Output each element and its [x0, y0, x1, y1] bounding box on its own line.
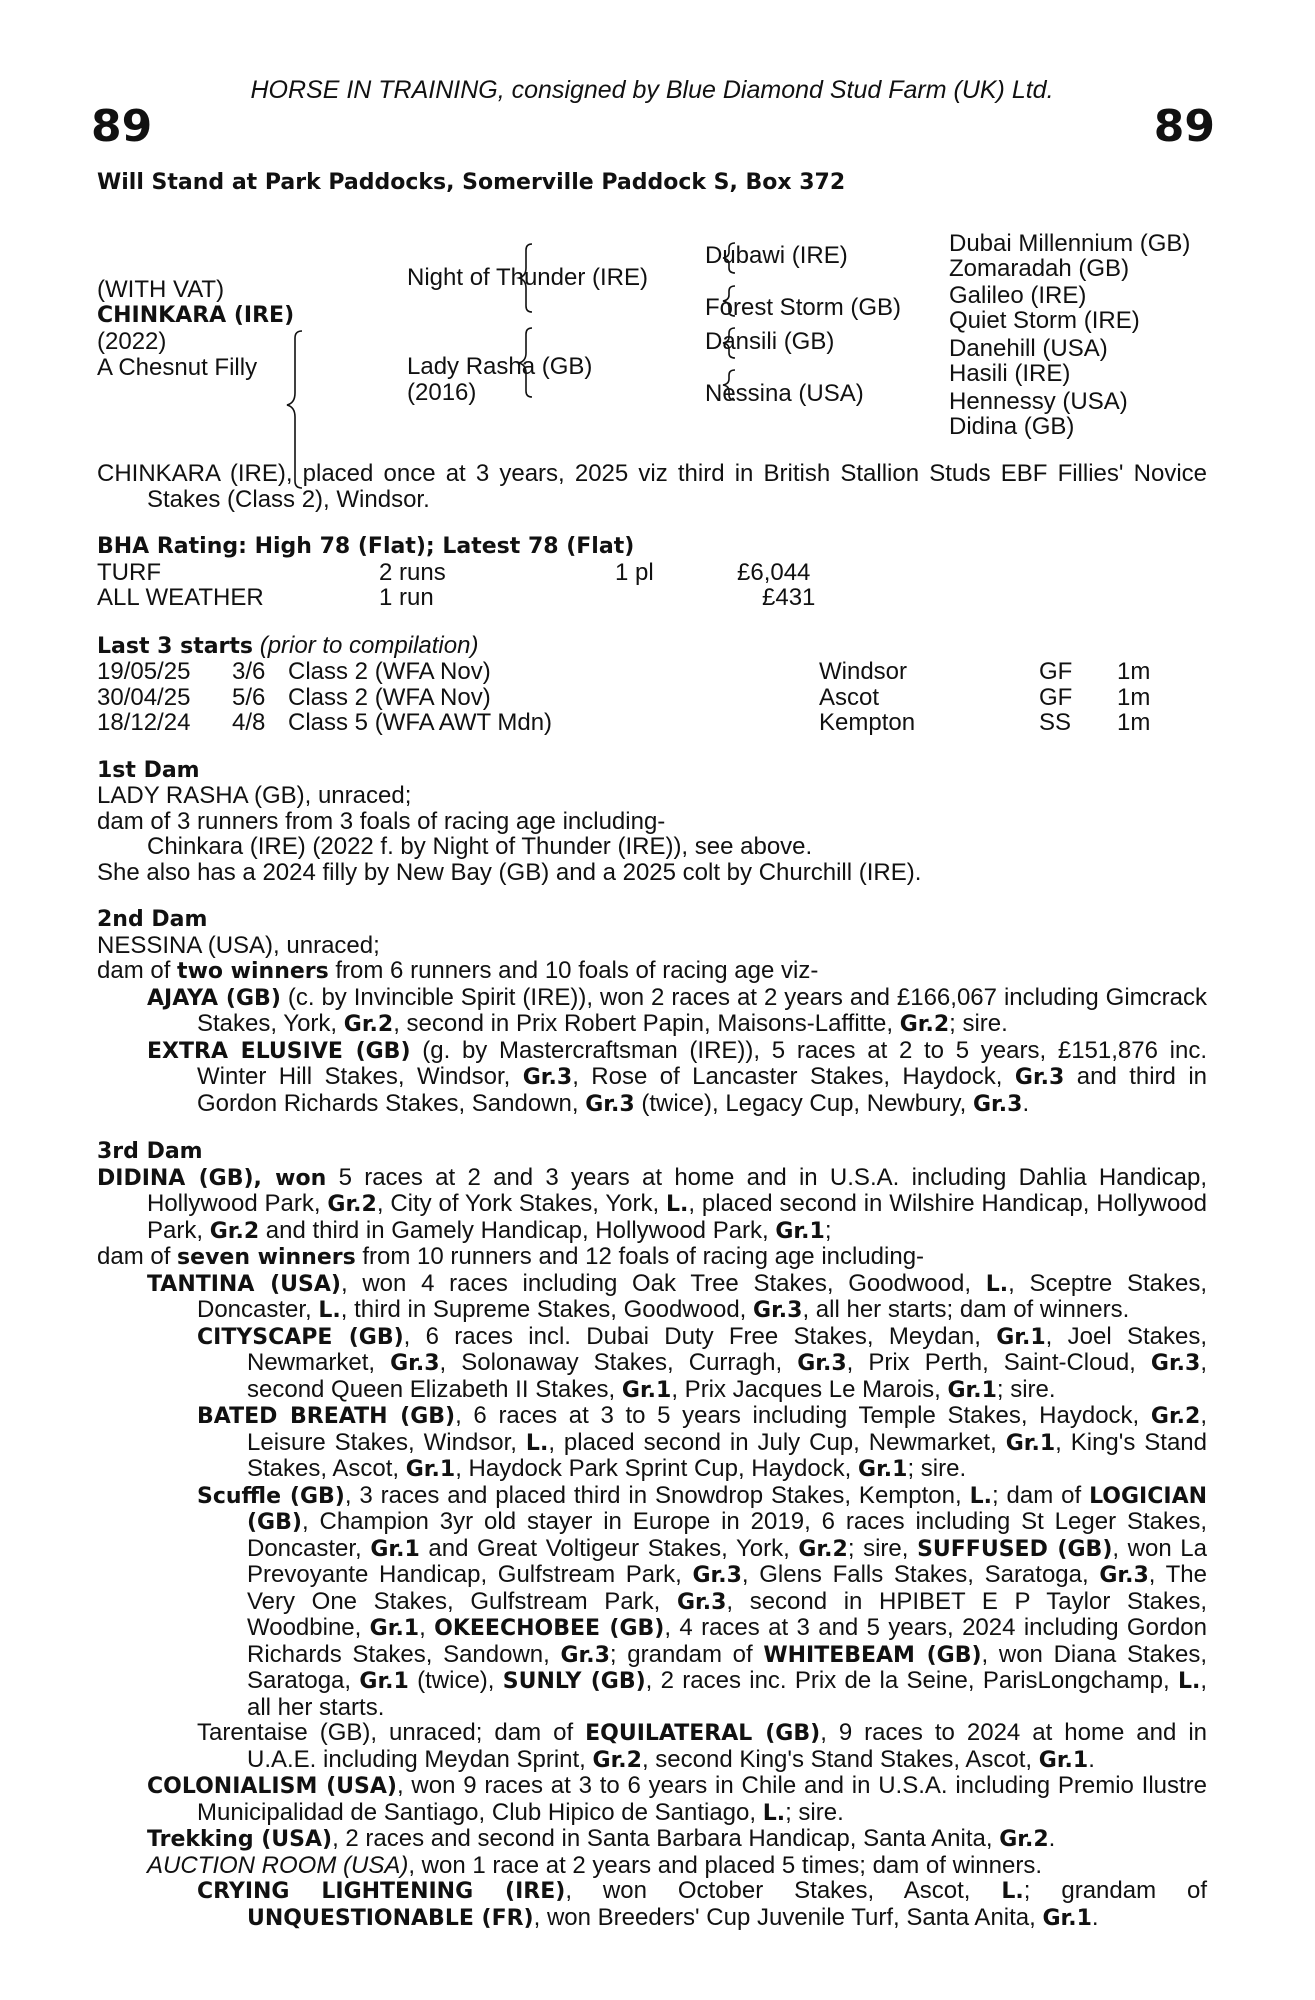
- start-course: Windsor: [819, 658, 908, 685]
- turf-row: [97, 560, 1207, 586]
- catalogue-body: [97, 461, 1207, 1931]
- horse-year: (2022): [97, 328, 167, 355]
- lot-number-left: 89: [91, 101, 153, 152]
- sire: Night of Thunder (IRE): [407, 264, 648, 291]
- produce-auction-room: AUCTION ROOM (USA), won 1 race at 2 years and placed 5 times; dam of winners.: [147, 1851, 1042, 1879]
- dam-sire: Dansili (GB): [705, 328, 835, 355]
- gen3-1: Dubai Millennium (GB): [949, 230, 1191, 257]
- second-dam-line: dam of two winners from 6 runners and 10 foals of racing age viz-: [97, 957, 819, 984]
- dam: Lady Rasha (GB): [407, 353, 593, 380]
- second-dam-section: [97, 907, 1207, 1117]
- turf-label: TURF: [97, 558, 161, 586]
- produce-cityscape: CITYSCAPE (GB), 6 races incl. Dubai Duty Free Stakes, Meydan, Gr.1, Joel Stakes, Newmarket, Gr.3, Solonaway Stakes, Curragh, Gr.3, Prix Perth, Saint-Cloud, Gr.3, second Queen Elizabeth II Stakes, Gr.1, Prix Jacques Le Marois, Gr.1; sire.: [197, 1322, 1208, 1403]
- start-going: SS: [1039, 709, 1072, 736]
- first-dam-title: 1st Dam: [97, 757, 200, 783]
- start-distance: 1m: [1117, 709, 1151, 736]
- start-race: Class 5 (WFA AWT Mdn): [288, 709, 553, 736]
- turf-money: £6,044: [737, 558, 811, 586]
- start-date: 30/04/25: [97, 683, 191, 711]
- start-position: 3/6: [232, 658, 266, 685]
- pedigree-table: [97, 198, 1207, 498]
- stand-location: Will Stand at Park Paddocks, Somerville Paddock S, Box 372: [97, 170, 846, 195]
- start-race: Class 2 (WFA Nov): [288, 658, 491, 685]
- start-course: Kempton: [819, 709, 916, 736]
- produce-trekking: Trekking (USA), 2 races and second in Santa Barbara Handicap, Santa Anita, Gr.2.: [147, 1825, 1056, 1852]
- gen3-6: Hasili (IRE): [949, 360, 1071, 387]
- start-row: [97, 710, 1207, 736]
- start-going: GF: [1039, 658, 1073, 685]
- start-course: Ascot: [819, 683, 880, 711]
- start-distance: 1m: [1117, 658, 1151, 685]
- rating-section: [97, 534, 1207, 611]
- horse-summary: CHINKARA (IRE), placed once at 3 years, 2025 viz third in British Stallion Studs EBF Fillies' Novice Stakes (Class 2), Windsor.: [97, 460, 1207, 513]
- start-race: Class 2 (WFA Nov): [288, 683, 491, 711]
- second-dam-line: NESSINA (USA), unraced;: [97, 931, 380, 959]
- first-dam-line: dam of 3 runners from 3 foals of racing age including-: [97, 807, 666, 835]
- start-distance: 1m: [1117, 683, 1151, 711]
- starts-title: Last 3 starts: [97, 633, 254, 659]
- gen3-5: Danehill (USA): [949, 335, 1108, 362]
- dam-year: (2016): [407, 379, 477, 406]
- last-starts-section: [97, 633, 1207, 736]
- start-row: [97, 659, 1207, 685]
- produce-crying-lightening: CRYING LIGHTENING (IRE), won October Stakes, Ascot, L.; grandam of UNQUESTIONABLE (FR), won Breeders' Cup Juvenile Turf, Santa Anita, Gr.1.: [197, 1877, 1208, 1931]
- produce-tarentaise: Tarentaise (GB), unraced; dam of EQUILATERAL (GB), 9 races to 2024 at home and in U.A.E. including Meydan Sprint, Gr.2, second King's Stand Stakes, Ascot, Gr.1.: [197, 1719, 1208, 1773]
- gen3-3: Galileo (IRE): [949, 282, 1087, 309]
- starts-note: (prior to compilation): [259, 631, 479, 659]
- gen3-2: Zomaradah (GB): [949, 255, 1130, 282]
- aw-row: [97, 585, 1207, 611]
- start-position: 5/6: [232, 683, 266, 711]
- aw-runs: 1 run: [379, 584, 434, 611]
- start-date: 19/05/25: [97, 658, 191, 685]
- first-dam-line: She also has a 2024 filly by New Bay (GB) and a 2025 colt by Churchill (IRE).: [97, 858, 922, 886]
- start-date: 18/12/24: [97, 709, 191, 736]
- sire-dam: Forest Storm (GB): [705, 294, 902, 321]
- first-dam-line: Chinkara (IRE) (2022 f. by Night of Thunder (IRE)), see above.: [147, 833, 813, 860]
- aw-money: £431: [762, 584, 816, 611]
- dam-dam: Nessina (USA): [705, 380, 864, 407]
- start-position: 4/8: [232, 709, 266, 736]
- first-dam-section: [97, 758, 1207, 886]
- produce-ajaya: AJAYA (GB) (c. by Invincible Spirit (IRE)), won 2 races at 2 years and £166,067 including Gimcrack Stakes, York, Gr.2, second in Prix Robert Papin, Maisons-Laffitte, Gr.2; sire.: [147, 983, 1207, 1037]
- third-dam-section: [97, 1139, 1207, 1931]
- gen3-8: Didina (GB): [949, 413, 1075, 440]
- aw-label: ALL WEATHER: [97, 584, 264, 611]
- gen3-4: Quiet Storm (IRE): [949, 307, 1140, 334]
- horse-description: A Chesnut Filly: [97, 354, 258, 381]
- turf-runs: 2 runs: [379, 558, 446, 586]
- produce-scuffle: Scuffle (GB), 3 races and placed third in Snowdrop Stakes, Kempton, L.; dam of LOGICIAN (GB), Champion 3yr old stayer in Europe in 2019, 6 races including St Leger Stakes, Doncaster, Gr.1 and Great Voltigeur Stakes, York, Gr.2; sire, SUFFUSED (GB), won La Prevoyante Handicap, Gulfstream Park, Gr.3, Glens Falls Stakes, Saratoga, Gr.3, The Very One Stakes, Gulfstream Park, Gr.3, second in HPIBET E P Taylor Stakes, Woodbine, Gr.1, OKEECHOBEE (GB), 4 races at 3 and 5 years, 2024 including Gordon Richards Stakes, Sandown, Gr.3; grandam of WHITEBEAM (GB), won Diana Stakes, Saratoga, Gr.1 (twice), SUNLY (GB), 2 races inc. Prix de la Seine, ParisLongchamp, L., all her starts.: [197, 1481, 1208, 1721]
- third-dam-produce-intro: dam of seven winners from 10 runners and 12 foals of racing age including-: [97, 1243, 925, 1270]
- horse-name: CHINKARA (IRE): [97, 303, 295, 328]
- produce-colonialism: COLONIALISM (USA), won 9 races at 3 to 6 years in Chile and in U.S.A. including Premio Ilustre Municipalidad de Santiago, Club Hipico de Santiago, L.; sire.: [147, 1772, 1208, 1826]
- rating-title: BHA Rating: High 78 (Flat); Latest 78 (Flat): [97, 534, 635, 559]
- gen3-7: Hennessy (USA): [949, 388, 1128, 415]
- sire-sire: Dubawi (IRE): [705, 242, 848, 269]
- produce-bated-breath: BATED BREATH (GB), 6 races at 3 to 5 years including Temple Stakes, Haydock, Gr.2, Leisure Stakes, Windsor, L., placed second in July Cup, Newmarket, Gr.1, King's Stand Stakes, Ascot, Gr.1, Haydock Park Sprint Cup, Haydock, Gr.1; sire.: [197, 1402, 1208, 1482]
- start-going: GF: [1039, 683, 1073, 711]
- third-dam-title: 3rd Dam: [97, 1139, 203, 1164]
- lot-number-right: 89: [1153, 101, 1215, 152]
- third-dam-didina: DIDINA (GB), won 5 races at 2 and 3 years at home and in U.S.A. including Dahlia Handicap, Hollywood Park, Gr.2, City of York Stakes, York, L., placed second in Wilshire Handicap, Hollywood Park, Gr.2 and third in Gamely Handicap, Hollywood Park, Gr.1;: [97, 1163, 1208, 1244]
- consignment-header: HORSE IN TRAINING, consigned by Blue Diamond Stud Farm (UK) Ltd.: [250, 76, 1054, 104]
- produce-extra-elusive: EXTRA ELUSIVE (GB) (g. by Mastercraftsman (IRE)), 5 races at 2 to 5 years, £151,876 inc. Winter Hill Stakes, Windsor, Gr.3, Rose of Lancaster Stakes, Haydock, Gr.3 and third in Gordon Richards Stakes, Sandown, Gr.3 (twice), Legacy Cup, Newbury, Gr.3.: [147, 1036, 1207, 1117]
- vat-note: (WITH VAT): [97, 276, 225, 303]
- turf-placed: 1 pl: [615, 558, 654, 586]
- start-row: [97, 685, 1207, 711]
- produce-tantina: TANTINA (USA), won 4 races including Oak Tree Stakes, Goodwood, L., Sceptre Stakes, Doncaster, L., third in Supreme Stakes, Goodwood, Gr.3, all her starts; dam of winners.: [147, 1269, 1208, 1323]
- second-dam-title: 2nd Dam: [97, 907, 208, 932]
- first-dam-line: LADY RASHA (GB), unraced;: [97, 782, 412, 809]
